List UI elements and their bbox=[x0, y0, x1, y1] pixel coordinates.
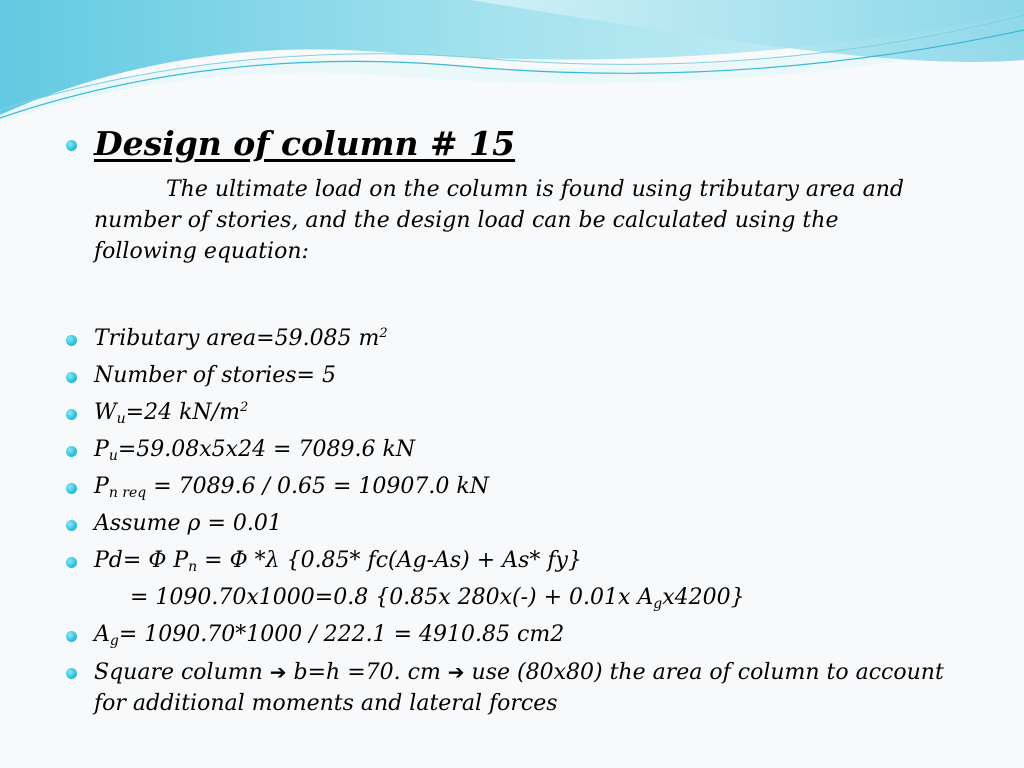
bullet-icon bbox=[66, 668, 77, 679]
list-item: $A_g= 1090.70*1000 / 222.1 = 4910.85$ cm2 bbox=[94, 622, 565, 649]
list-item: $W_u=24$ $kN/m^2$ bbox=[94, 400, 249, 427]
arrow-right-icon: ➔ bbox=[269, 660, 287, 684]
equation-continuation: = 1090.70x1000=0.8 {0.85x 280x(-) + 0.01x $A_gx4200$} bbox=[130, 585, 745, 612]
bullet-icon bbox=[66, 140, 77, 151]
arrow-right-icon: ➔ bbox=[447, 660, 465, 684]
list-item: Assume ρ = 0.01 bbox=[94, 511, 282, 536]
list-item: Pd= Φ $P_n = \Phi$ *λ {0.85* fc(Ag-As) + As* fy} bbox=[94, 548, 582, 575]
list-item: Square column ➔ b=h =70. cm ➔ use (80x80) the area of column to account for additional moments and lateral forces bbox=[94, 660, 944, 716]
list-item: Number of stories= 5 bbox=[94, 363, 336, 388]
bullet-icon bbox=[66, 631, 77, 642]
list-item: $P_u=59.08x5x24 = 7089.6$ kN bbox=[94, 437, 416, 464]
list-item: Tributary area=59.085 $m^2$ bbox=[94, 326, 388, 351]
bullet-icon bbox=[66, 557, 77, 568]
bullet-icon bbox=[66, 409, 77, 420]
list-item: $P_{n req} = 7089.6 / 0.65 = 10907.0$ kN bbox=[94, 474, 489, 501]
bullet-icon bbox=[66, 372, 77, 383]
slide-title: Design of column # 15 bbox=[94, 124, 516, 163]
bullet-icon bbox=[66, 483, 77, 494]
bullet-icon bbox=[66, 446, 77, 457]
intro-paragraph: The ultimate load on the column is found using tributary area and number of stories, and the design load can be calculated using the following equation: bbox=[94, 177, 904, 264]
bullet-icon bbox=[66, 335, 77, 346]
bullet-icon bbox=[66, 520, 77, 531]
